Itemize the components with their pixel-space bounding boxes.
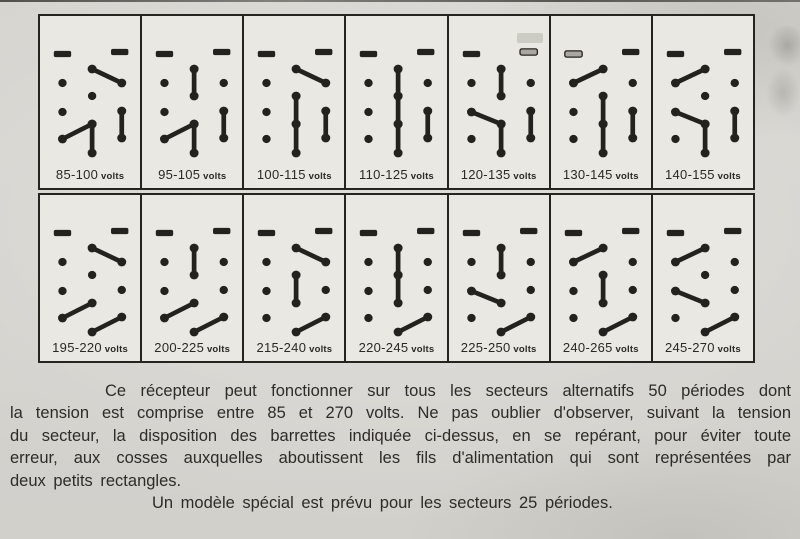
supply-terminal-pad [156, 230, 173, 236]
supply-terminal-pad [462, 51, 479, 57]
voltage-panel-95-105 [142, 16, 244, 188]
barrette-link [573, 69, 603, 83]
volts-unit: volts [612, 344, 639, 355]
caption-line: du secteur, la disposition des barrettes indiquée ci-dessus, en se repérant, pour éviter toute [10, 426, 791, 445]
voltage-range-label [346, 167, 446, 182]
voltage-range-label [346, 340, 446, 355]
barrette-diagram [346, 16, 446, 162]
barrette-link [296, 69, 326, 83]
volts-unit: volts [714, 344, 741, 355]
volts-unit: volts [306, 344, 333, 355]
voltage-table-row-1 [38, 14, 755, 190]
volts-unit: volts [510, 344, 537, 355]
barrette-diagram [551, 16, 651, 162]
voltage-range-label [653, 340, 753, 355]
paragraph-main [10, 380, 791, 492]
scan-artifact-smudge [758, 26, 800, 121]
supply-terminal-pad [54, 230, 71, 236]
special-model-note: Un modèle spécial est prévu pour les secteurs 25 périodes. [152, 494, 613, 513]
voltage-range-value: 240-265 [562, 340, 613, 355]
voltage-range-value: 95-105 [158, 167, 201, 182]
voltage-range-label [244, 167, 344, 182]
volts-unit: volts [200, 171, 227, 182]
voltage-range-value: 120-135 [460, 167, 511, 182]
voltage-range-value: 85-100 [55, 167, 99, 182]
barrette-link [573, 248, 603, 262]
voltage-range-value: 100-115 [256, 167, 306, 182]
supply-terminal-pad [520, 228, 537, 234]
supply-terminal-pad [111, 228, 128, 234]
caption-line: deux petits rectangles. [10, 471, 182, 490]
barrette-link [399, 317, 429, 332]
barrette-link [165, 124, 195, 139]
barrette-diagram [40, 16, 140, 162]
supply-terminal-pad [360, 51, 377, 57]
barrette-diagram [653, 195, 753, 341]
supply-terminal-pad [564, 51, 581, 57]
barrette-link [92, 248, 122, 262]
supply-terminal-pad [724, 49, 741, 55]
voltage-range-label [449, 167, 549, 182]
barrette-link [296, 317, 326, 332]
supply-terminal-pad [258, 51, 275, 57]
voltage-panel-245-270 [653, 195, 753, 361]
supply-terminal-pad [462, 230, 479, 236]
supply-terminal-pad [111, 49, 128, 55]
voltage-panel-110-125 [346, 16, 448, 188]
supply-terminal-pad [520, 49, 537, 55]
voltage-range-value: 225-250 [460, 340, 511, 355]
voltage-range-label [449, 340, 549, 355]
barrette-link [92, 69, 122, 83]
voltage-panel-195-220 [40, 195, 142, 361]
barrette-link [62, 303, 92, 318]
supply-terminal-pad [417, 228, 434, 234]
voltage-panel-140-155 [653, 16, 753, 188]
barrette-link [62, 124, 92, 139]
supply-terminal-pad [564, 230, 581, 236]
voltage-range-value: 140-155 [665, 167, 715, 182]
barrette-link [471, 112, 501, 124]
voltage-table-row-2 [38, 193, 755, 363]
barrette-diagram [653, 16, 753, 162]
volts-unit: volts [407, 171, 434, 182]
supply-terminal-pad [213, 49, 230, 55]
barrette-link [675, 291, 705, 303]
voltage-range-value: 215-240 [256, 340, 307, 355]
barrette-link [471, 291, 501, 303]
supply-terminal-pad [213, 228, 230, 234]
volts-unit: volts [714, 171, 741, 182]
caption-line: la tension est comprise entre 85 et 270 volts. Ne pas oublier d'observer, suivant la tension [10, 404, 791, 423]
barrette-link [603, 317, 633, 332]
voltage-panel-215-240 [244, 195, 346, 361]
supply-terminal-pad [667, 51, 684, 57]
barrette-diagram [244, 16, 344, 162]
voltage-range-label [142, 340, 242, 355]
supply-terminal-pad [156, 51, 173, 57]
supply-terminal-pad [315, 228, 332, 234]
barrette-link [675, 248, 705, 262]
volts-unit: volts [305, 171, 332, 182]
barrette-diagram [244, 195, 344, 341]
supply-terminal-pad [258, 230, 275, 236]
voltage-range-label [551, 340, 651, 355]
voltage-range-label [551, 167, 651, 182]
voltage-panel-85-100 [40, 16, 142, 188]
volts-unit: volts [612, 171, 639, 182]
voltage-range-value: 110-125 [359, 167, 408, 182]
voltage-range-label [40, 167, 140, 182]
volts-unit: volts [101, 344, 128, 355]
barrette-diagram [142, 16, 242, 162]
voltage-range-label [40, 340, 140, 355]
barrette-link [194, 317, 224, 332]
barrette-link [165, 303, 195, 318]
voltage-range-value: 130-145 [562, 167, 613, 182]
voltage-panel-130-145 [551, 16, 653, 188]
barrette-diagram [142, 195, 242, 341]
barrette-link [675, 112, 705, 124]
voltage-range-label [653, 167, 753, 182]
page-top-edge-line [0, 0, 800, 2]
voltage-range-value: 200-225 [154, 340, 205, 355]
voltage-panel-240-265 [551, 195, 653, 361]
barrette-diagram [346, 195, 446, 341]
supply-terminal-pad [315, 49, 332, 55]
scan-artifact-ghost-pad [517, 33, 543, 43]
voltage-range-value: 220-245 [358, 340, 409, 355]
caption-text [10, 380, 791, 514]
barrette-link [501, 317, 531, 332]
voltage-range-value: 195-220 [52, 340, 102, 355]
barrette-link [675, 69, 705, 83]
supply-terminal-pad [622, 49, 639, 55]
barrette-diagram [551, 195, 651, 341]
supply-terminal-pad [667, 230, 684, 236]
supply-terminal-pad [724, 228, 741, 234]
voltage-panel-100-115 [244, 16, 346, 188]
voltage-panel-220-245 [346, 195, 448, 361]
barrette-link [296, 248, 326, 262]
supply-terminal-pad [622, 228, 639, 234]
volts-unit: volts [204, 344, 231, 355]
supply-terminal-pad [54, 51, 71, 57]
barrette-diagram [449, 195, 549, 341]
caption-line: erreur, aux cosses auxquelles aboutissent les fils d'alimentation qui sont représentées par [10, 449, 791, 468]
voltage-range-value: 245-270 [665, 340, 715, 355]
volts-unit: volts [510, 171, 537, 182]
barrette-diagram [40, 195, 140, 341]
volts-unit: volts [98, 171, 125, 182]
voltage-panel-225-250 [449, 195, 551, 361]
supply-terminal-pad [417, 49, 434, 55]
barrette-link [92, 317, 122, 332]
voltage-panel-200-225 [142, 195, 244, 361]
voltage-range-label [244, 340, 344, 355]
supply-terminal-pad [360, 230, 377, 236]
caption-line: Ce récepteur peut fonctionner sur tous les secteurs alternatifs 50 périodes dont [105, 382, 791, 400]
volts-unit: volts [408, 344, 435, 355]
barrette-link [705, 317, 735, 332]
voltage-range-label [142, 167, 242, 182]
